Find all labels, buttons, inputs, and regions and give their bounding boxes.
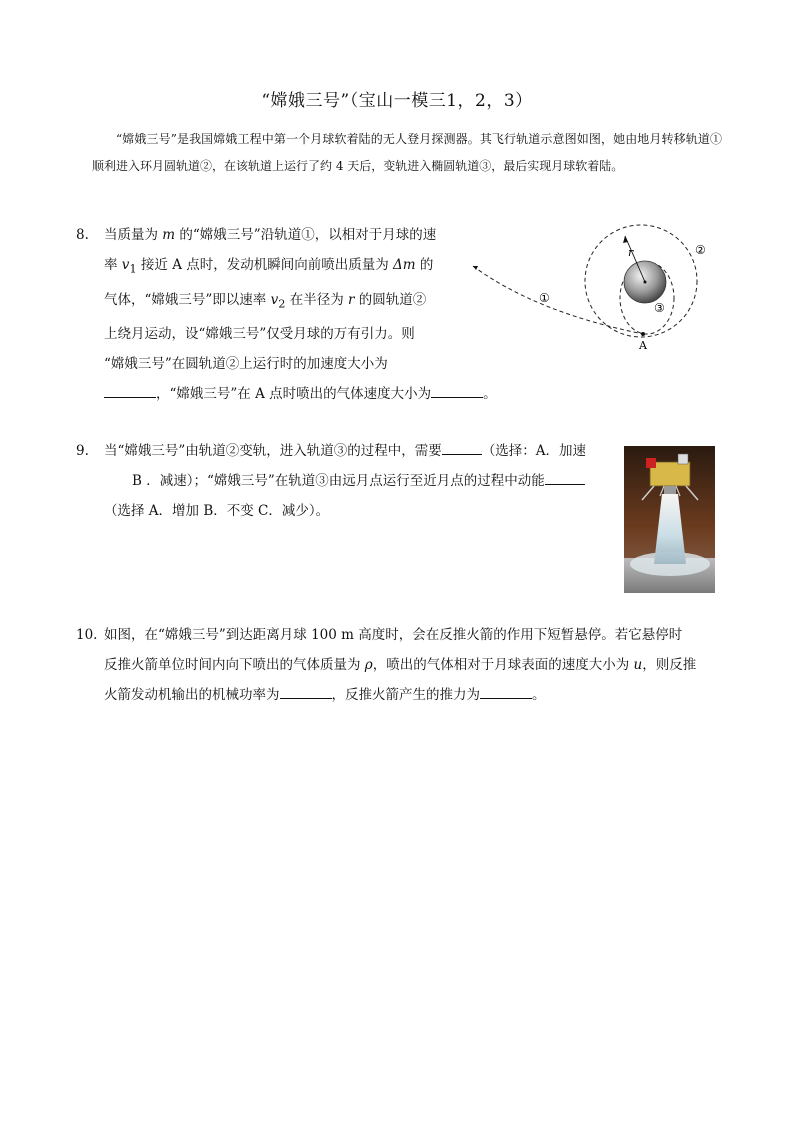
label-r: r [628,246,634,259]
label-orbit-3: ③ [654,301,665,315]
q8-line-6: ，“嫦娥三号”在 A 点时喷出的气体速度大小为 。 [104,379,466,409]
question-number: 8. [76,227,89,243]
answer-blank[interactable] [431,381,483,398]
question-8 [76,220,497,409]
q8-line-1: 当质量为 m 的“嫦娥三号”沿轨道①，以相对于月球的速 [104,227,437,243]
answer-blank[interactable] [280,682,332,699]
answer-blank[interactable] [545,468,585,485]
q8-line-2: 率 $v_1$ 接近 A 点时，发动机瞬间向前喷出质量为 Δm 的 [104,257,434,276]
label-orbit-1: ① [539,291,550,305]
answer-blank[interactable] [104,381,156,398]
label-a: A [639,339,647,352]
q10-line-2: 反推火箭单位时间内向下喷出的气体质量为 ρ，喷出的气体相对于月球表面的速度大小为 u，则反推 [104,657,697,673]
q9-line-1: 当“嫦娥三号”由轨道②变轨，进入轨道③的过程中，需要 （选择：A．加速 [104,436,616,466]
q9-line-3: （选择 A．增加 B．不变 C．减少）。 [104,503,330,519]
q10-line-1: 如图，在“嫦娥三号”到达距离月球 100 m 高度时，会在反推火箭的作用下短暂悬停。若它悬停时 [104,627,683,643]
page-title: “嫦娥三号”（宝山一模三1，2，3） [261,91,533,111]
question-9 [76,436,616,526]
question-10 [76,620,726,710]
question-number: 9. [76,443,89,459]
intro-paragraph: “嫦娥三号”是我国嫦娥工程中第一个月球软着陆的无人登月探测器。其飞行轨道示意图如图，她由地月转移轨道①顺利进入环月圆轨道②，在该轨道上运行了约 4 天后，变轨进入椭圆轨道③，最后实现月球软着陆。 [92,132,722,173]
orbit-1 [473,266,643,334]
answer-blank[interactable] [480,682,532,699]
q8-line-3: 气体，“嫦娥三号”即以速率 $v_2$ 在半径为 r 的圆轨道② [104,291,427,311]
q9-line-2: B ．减速）；“嫦娥三号”在轨道③由远月点运行至近月点的过程中动能 [104,466,616,496]
point-a [641,332,645,336]
q8-line-5: “嫦娥三号”在圆轨道②上运行时的加速度大小为 [104,356,388,373]
q8-line-4: 上绕月运动，设“嫦娥三号”仅受月球的万有引力。则 [104,326,415,343]
answer-blank[interactable] [442,438,482,455]
q10-line-3: 火箭发动机输出的机械功率为 ，反推火箭产生的推力为 。 [104,680,726,710]
question-number: 10. [76,627,98,643]
label-orbit-2: ② [695,243,706,257]
orbit-diagram [465,216,725,356]
lander-photo [624,446,715,593]
